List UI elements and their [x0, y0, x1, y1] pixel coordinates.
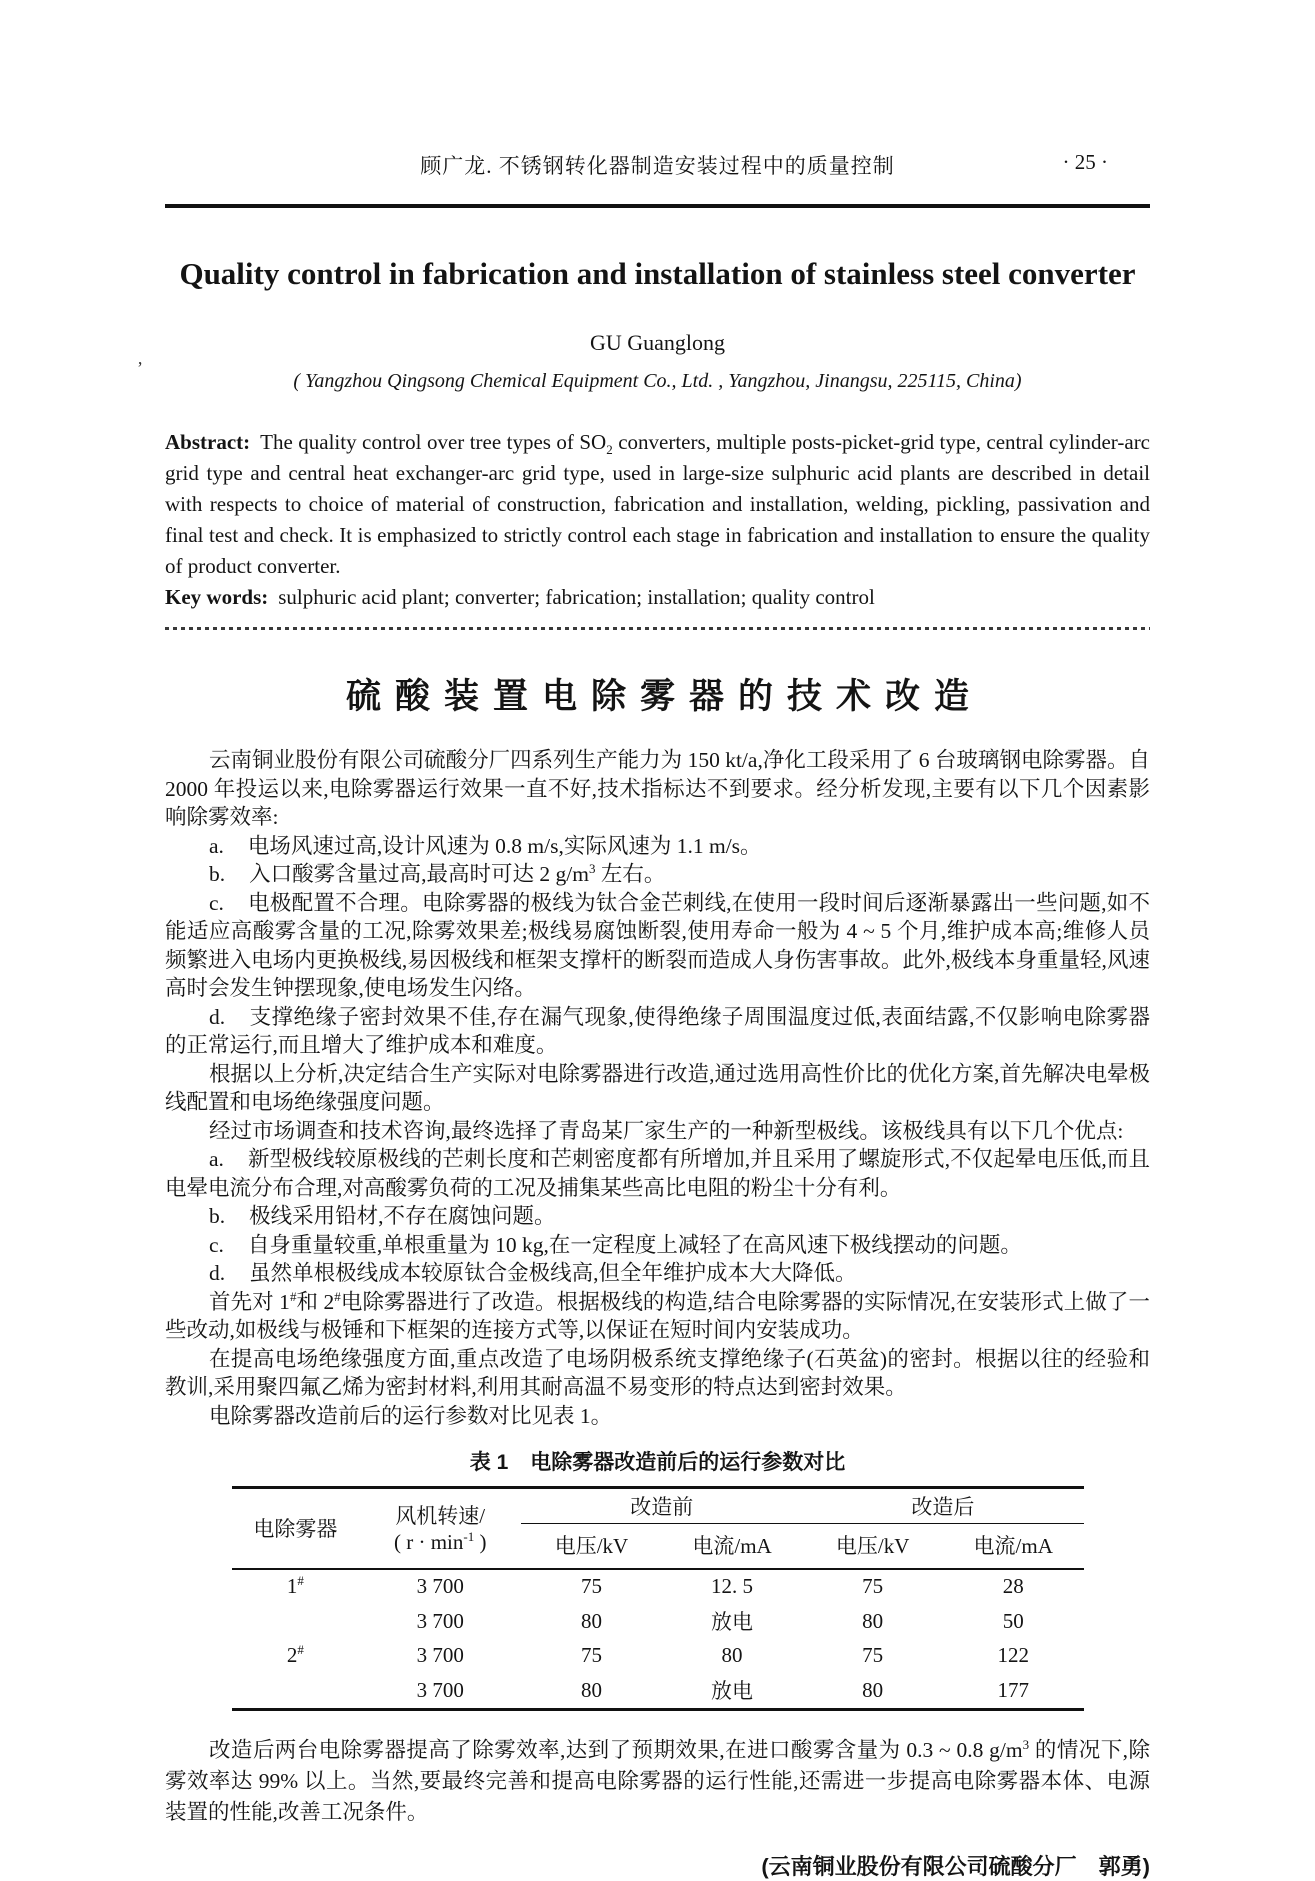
cell-voltage-after: 80: [862, 1608, 884, 1633]
cell-voltage-before: 80: [580, 1677, 602, 1702]
table-caption: [165, 1446, 1150, 1476]
keywords-label: Key words:: [165, 585, 269, 609]
cell-voltage-before: 75: [580, 1643, 602, 1667]
abstract-paragraph: [165, 427, 1150, 582]
author-name: GU Guanglong: [589, 330, 726, 355]
abstract-label: Abstract:: [165, 430, 251, 454]
attribution: (云南铜业股份有限公司硫酸分厂 郭勇): [761, 1853, 1150, 1879]
page-number: · 25 ·: [1062, 150, 1108, 174]
item-label: a.: [209, 833, 224, 858]
chinese-title: 硫酸装置电除雾器的技术改造: [345, 677, 983, 716]
column-group-before: 改造前: [521, 1488, 802, 1524]
cell-current-after: 50: [1002, 1608, 1024, 1633]
column-header-current-after: 电流/mA: [943, 1524, 1084, 1570]
item-label: c.: [209, 890, 224, 915]
table-row: [232, 1569, 1084, 1603]
cell-voltage-before: 80: [580, 1608, 602, 1633]
cell-voltage-after: 75: [862, 1643, 884, 1667]
column-header-voltage-before: 电压/kV: [521, 1524, 662, 1570]
column-header-current-before: 电流/mA: [662, 1524, 803, 1570]
header-rule: [165, 204, 1150, 208]
body-paragraph: 经过市场调查和技术咨询,最终选择了青岛某厂家生产的一种新型极线。该极线具有以下几个优点:: [209, 1118, 1124, 1143]
item-label: c.: [209, 1232, 224, 1257]
cell-voltage-before: 75: [580, 1574, 602, 1598]
item-label: d.: [209, 1261, 226, 1285]
cell-current-before: 放电: [711, 1610, 754, 1634]
cell-fan-speed: 3 700: [416, 1608, 464, 1633]
cell-device: 2#: [286, 1642, 304, 1667]
english-title: Quality control in fabrication and installation of stainless steel converter: [179, 256, 1136, 291]
abstract-text: The quality control over tree types of $SO_2$ converters, multiple posts-picket-grid type, central cylinder-arc grid type and central heat exchanger-arc grid type, used in large-size sulphuric acid plants are described in detail with respects to choice of material of construction, fabrication and installation, welding, pickling, passivation and final test and check. It is emphasized to strictly control each stage in fabrication and installation to ensure the quality of product converter.: [165, 430, 1151, 578]
cell-current-before: 放电: [711, 1679, 754, 1703]
cell-voltage-after: 75: [862, 1574, 884, 1598]
cell-voltage-after: 80: [862, 1677, 884, 1702]
cell-current-before: 80: [721, 1643, 743, 1667]
list-item-paragraph: a. 电场风速过高,设计风速为 0.8 m/s,实际风速为 1.1 m/s。: [209, 833, 762, 858]
body-paragraph: 首先对 1#和 2#电除雾器进行了改造。根据极线的构造,结合电除雾器的实际情况,在安装形式上做了一些改动,如极线与极锤和下框架的连接方式等,以保证在短时间内安装成功。: [165, 1288, 1150, 1342]
list-item-paragraph: d. 支撑绝缘子密封效果不佳,存在漏气现象,使得绝缘子周围温度过低,表面结露,不仅影响电除雾器的正常运行,而且增大了维护成本和难度。: [165, 1004, 1150, 1057]
fan-speed-label: 风机转速/: [395, 1503, 486, 1528]
cell-device: [232, 1603, 360, 1639]
parameters-table: [232, 1486, 1084, 1711]
cell-fan-speed: 3 700: [416, 1574, 464, 1598]
running-title: 顾广龙. 不锈钢转化器制造安装过程中的质量控制: [420, 154, 895, 178]
list-item-paragraph: a. 新型极线较原极线的芒刺长度和芒刺密度都有所增加,并且采用了螺旋形式,不仅起晕电压低,而且电晕电流分布合理,对高酸雾负荷的工况及捕集某些高比电阻的粉尘十分有利。: [165, 1147, 1150, 1200]
table-row: [232, 1639, 1084, 1672]
list-item-paragraph: b. 入口酸雾含量过高,最高时可达 2 $g/m^3$ 左右。: [209, 860, 666, 886]
section-divider: [165, 627, 1150, 630]
column-header-fan-speed: [359, 1488, 521, 1570]
keywords-line: [165, 582, 1150, 613]
running-head: [165, 150, 1150, 180]
body-paragraph: 根据以上分析,决定结合生产实际对电除雾器进行改造,通过选用高性价比的优化方案,首先解决电晕极线配置和电场绝缘强度问题。: [165, 1061, 1150, 1114]
keywords-text: sulphuric acid plant; converter; fabrication; installation; quality control: [278, 585, 875, 609]
closing-paragraph: 改造后两台电除雾器提高了除雾效率,达到了预期效果,在进口酸雾含量为 0.3 ~ 0.8 $g/m^3$ 的情况下,除雾效率达 99% 以上。当然,要最终完善和提高电除雾器的运行性能,还需进一步提高电除雾器本体、电源装置的性能,改善工况条件。: [165, 1736, 1150, 1824]
cell-current-after: 122: [997, 1643, 1029, 1667]
cell-current-before: 12. 5: [711, 1574, 754, 1598]
column-header-voltage-after: 电压/kV: [802, 1524, 943, 1570]
table-caption-title: 电除雾器改造前后的运行参数对比: [530, 1451, 846, 1474]
body-paragraph: 电除雾器改造前后的运行参数对比见表 1。: [209, 1403, 613, 1428]
item-label: a.: [209, 1147, 224, 1171]
table-row: [232, 1672, 1084, 1710]
table-row: [232, 1603, 1084, 1639]
body-paragraph: 云南铜业股份有限公司硫酸分厂四系列生产能力为 150 kt/a,净化工段采用了 6 台玻璃钢电除雾器。自 2000 年投运以来,电除雾器运行效果一直不好,技术指标达不到要求。经分析发现,主要有以下几个因素影响除雾效率:: [165, 748, 1150, 829]
affiliation: ( Yangzhou Qingsong Chemical Equipment Co., Ltd. , Yangzhou, Jinangsu, 225115, China): [293, 370, 1022, 392]
list-item-paragraph: c. 电极配置不合理。电除雾器的极线为钛合金芒刺线,在使用一段时间后逐渐暴露出一些问题,如不能适应高酸雾含量的工况,除雾效果差;极线易腐蚀断裂,使用寿命一般为 4 ~ 5 个月,维护成本高;维修人员频繁进入电场内更换极线,易因极线和框架支撑杆的断裂而造成人身伤害事故。此外,极线本身重量轻,风速高时会发生钟摆现象,使电场发生闪络。: [165, 890, 1150, 1000]
item-label: d.: [209, 1004, 226, 1029]
list-item-paragraph: d. 虽然单根极线成本较原钛合金极线高,但全年维护成本大大降低。: [209, 1261, 857, 1285]
table-caption-label: 表 1: [469, 1451, 509, 1474]
cell-current-after: 28: [1002, 1574, 1024, 1598]
cell-current-after: 177: [997, 1677, 1029, 1702]
body-paragraph: 在提高电场绝缘强度方面,重点改造了电场阴极系统支撑绝缘子(石英盆)的密封。根据以往的经验和教训,采用聚四氟乙烯为密封材料,利用其耐高温不易变形的特点达到密封效果。: [165, 1346, 1150, 1399]
list-item-paragraph: c. 自身重量较重,单根重量为 10 kg,在一定程度上减轻了在高风速下极线摆动的问题。: [209, 1232, 1022, 1257]
item-label: b.: [209, 862, 226, 886]
list-item-paragraph: b. 极线采用铅材,不存在腐蚀问题。: [209, 1204, 556, 1228]
cell-fan-speed: 3 700: [416, 1677, 464, 1702]
article-body: [165, 746, 1150, 1430]
fan-speed-unit: ( $r \cdot \min^{-1}$ ): [393, 1528, 487, 1554]
column-group-after: 改造后: [802, 1488, 1083, 1524]
cell-fan-speed: 3 700: [416, 1643, 464, 1667]
column-header-device: 电除雾器: [232, 1488, 360, 1570]
cell-device: [232, 1672, 360, 1710]
journal-page: [137, 0, 1151, 1881]
scan-mark: ’: [137, 358, 143, 378]
item-label: b.: [209, 1204, 226, 1228]
cell-device: 1#: [286, 1573, 304, 1598]
